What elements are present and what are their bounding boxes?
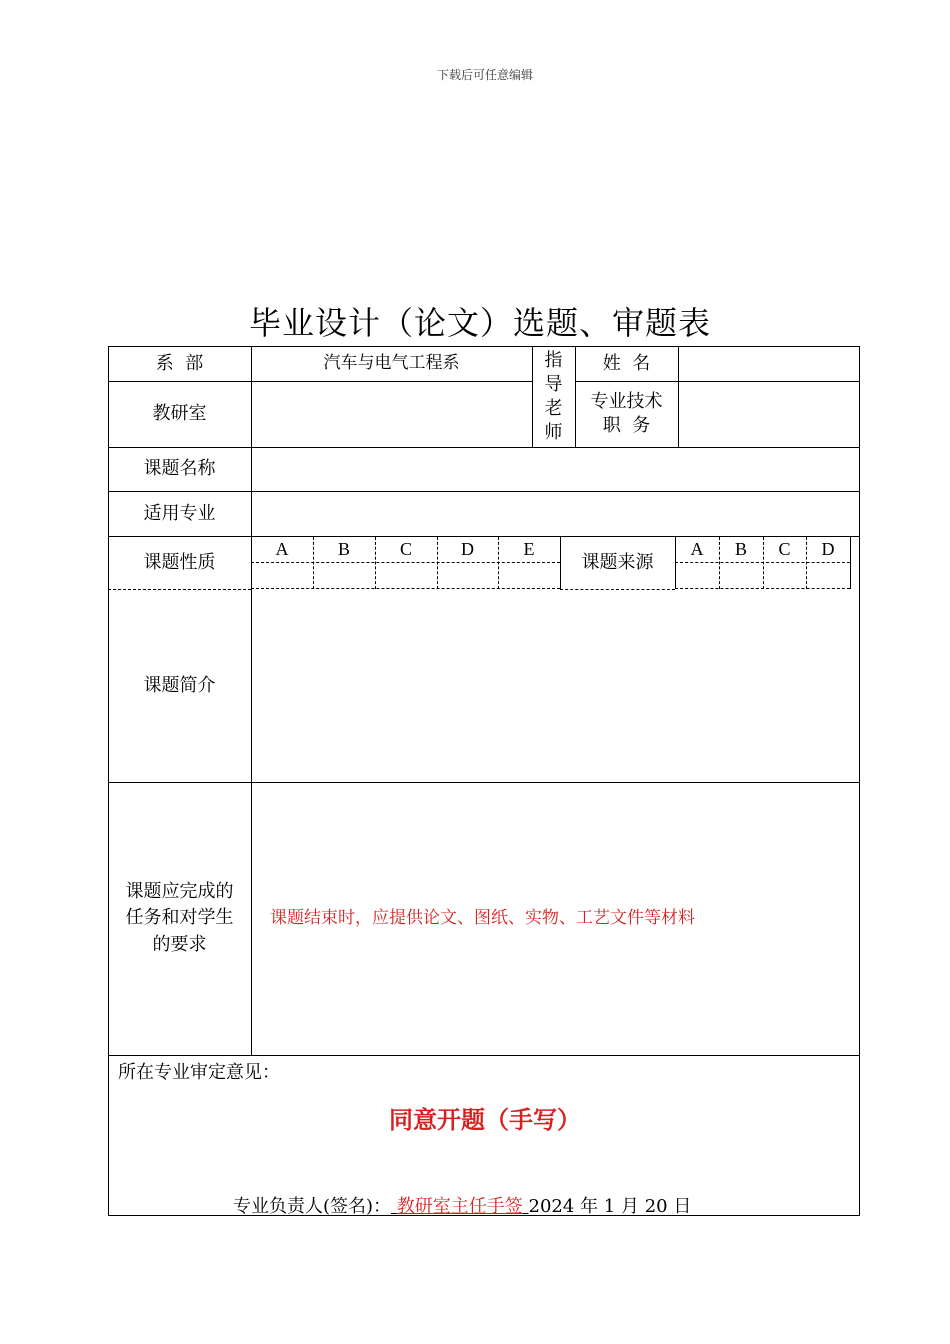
department-value: 汽车与电气工程系 [323,352,460,373]
signature-value[interactable]: 教研室主任手签 [396,1196,523,1217]
topic-name-value[interactable] [251,447,859,491]
professional-title-label: 专业技术 职 务 [590,390,663,436]
signature-day: 20 [644,1196,668,1217]
source-option-c: C [778,538,791,559]
header-note: 下载后可任意编辑 [436,68,533,82]
teaching-office-value[interactable] [251,381,532,447]
opinion-label: 所在专业审定意见： [118,1062,280,1083]
topic-intro-value[interactable] [251,589,859,782]
day-unit: 日 [673,1196,692,1217]
signature-label: 专业负责人(签名)： [233,1196,392,1217]
signature-line [233,1192,691,1218]
advisor-label: 指 导 老 师 [544,349,563,443]
tasks-label: 课题应完成的 任务和对学生 的要求 [125,881,234,955]
divider [251,562,560,563]
signature-month: 1 [603,1196,616,1217]
source-option-d: D [821,538,835,559]
topic-name-label: 课题名称 [143,458,216,480]
source-option-b: B [734,538,747,559]
nature-option-e: E [523,538,535,559]
nature-option-b: B [337,538,350,559]
nature-option-d: D [461,538,474,559]
source-option-a: A [690,538,704,559]
name-value[interactable] [678,346,859,381]
name-label: 姓 名 [602,352,651,374]
divider [850,536,851,589]
professional-title-value[interactable] [678,381,859,447]
nature-option-c: C [399,538,412,559]
topic-intro-label: 课题简介 [143,674,216,696]
major-label: 适用专业 [143,502,216,524]
divider [108,1055,860,1056]
tasks-value[interactable]: 课题结束时，应提供论文、图纸、实物、工艺文件等材料 [270,907,695,928]
form-title: 毕业设计（论文）选题、审题表 [248,304,711,342]
year-unit: 年 [580,1196,599,1217]
major-value[interactable] [251,491,859,536]
approval-text: 同意开题（手写） [389,1106,581,1134]
topic-nature-label: 课题性质 [143,551,216,573]
nature-option-a: A [275,538,289,559]
table-border-right [859,346,860,1216]
signature-year: 2024 [528,1196,575,1217]
department-label: 系 部 [155,352,204,374]
topic-source-label: 课题来源 [581,551,654,573]
month-unit: 月 [620,1196,639,1217]
teaching-office-label: 教研室 [152,403,207,425]
